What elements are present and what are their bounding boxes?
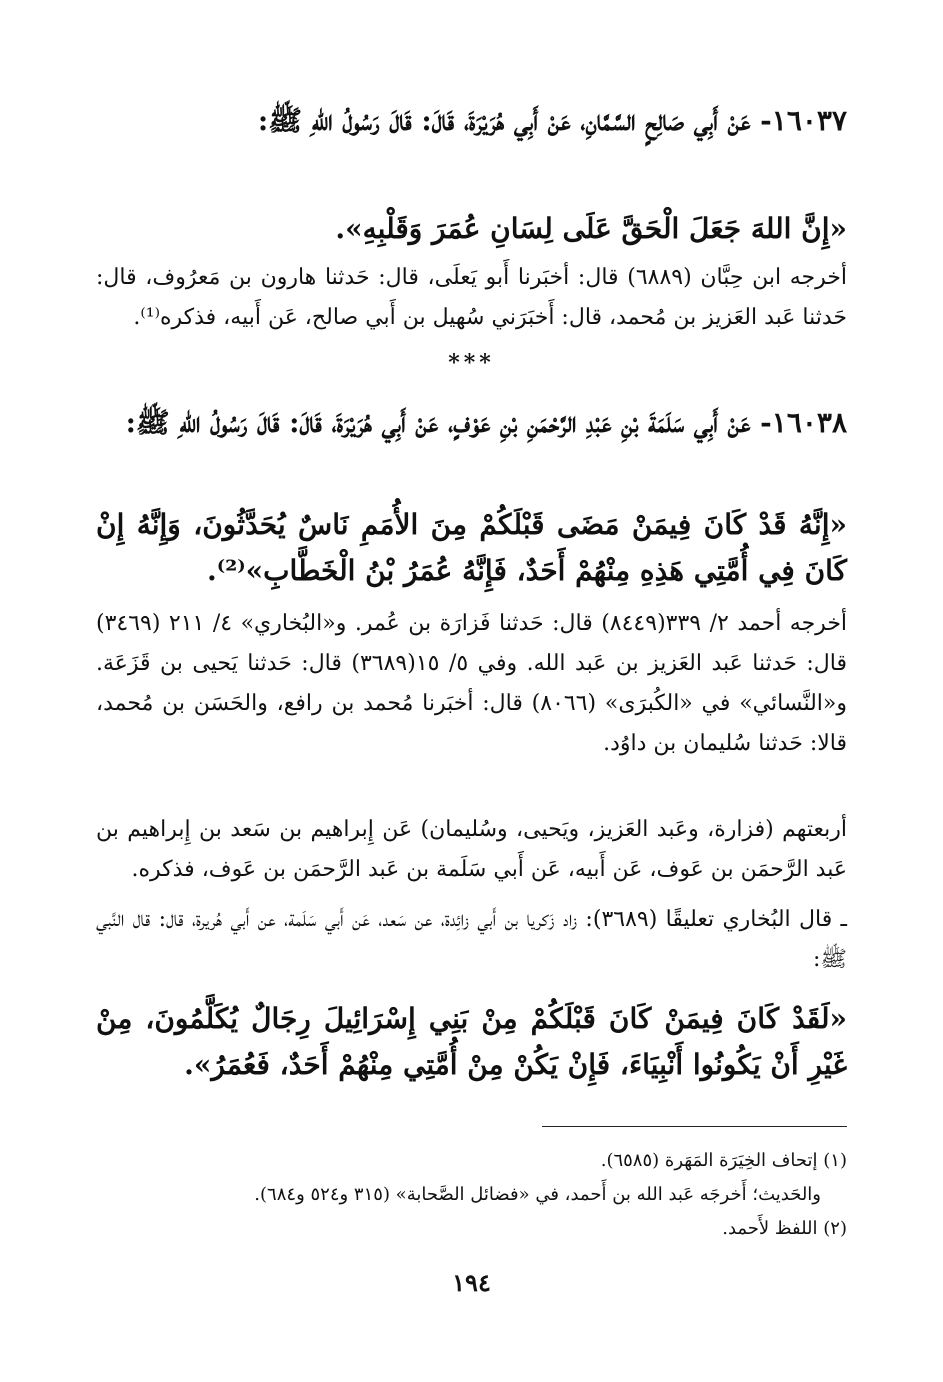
section-separator: *** bbox=[448, 350, 495, 376]
hadith-16037-text: «إِنَّ اللهَ جَعَلَ الْحَقَّ عَلَى لِسَانِ عُمَرَ وَقَلْبِهِ». bbox=[335, 212, 847, 245]
hadith-16038-takhrij-sources: أخرجه أحمد ٢/ ٣٣٩(٨٤٤٩) قال: حَدثنا فَزارَة بن عُمر. و«البُخاري» ٤/ ٢١١ (٣٤٦٩) قال: حَدثنا عَبد العَزيز بن عَبد الله. وفي ٥/ ١٥(٣٦٨٩) قال: حَدثنا يَحيى بن قَزَعَة. و«النَّسائي» في «الكُبرَى» (٨٠٦٦) قال: أخبَرنا مُحمد بن رافع، والحَسَن بن مُحمد، قالا: حَدثنا سُليمان بن داوُد. bbox=[96, 611, 848, 756]
footnote-1-continuation: والحَديث؛ أَخرجَه عَبد الله بن أَحمد، في «فضائل الصَّحابة» (٣١٥ و٥٢٤ و٦٨٤). bbox=[254, 1184, 821, 1205]
footnote-rule bbox=[542, 1126, 847, 1127]
hadith-16038-bukhari-note: ـ قال البُخاري تعليقًا (٣٦٨٩): زاد زَكريا بن أَبي زائِدة، عن سَعد، عَن أَبي سَلَمة، عن أَبي هُريرة، قال: قال النَّبي ﷺ: bbox=[96, 907, 848, 972]
hadith-16038-takhrij-chain: أربعتهم (فزارة، وعَبد العَزيز، ويَحيى، وسُليمان) عَن إِبراهيم بن سَعد بن إِبراهيم بن عَبد الرَّحمَن بن عَوف، عَن أَبيه، عَن أَبي سَلَمة بن عَبد الرَّحمَن بن عَوف، فذكره. bbox=[96, 817, 847, 882]
footnote-2: (٢) اللفظ لأَحمد. bbox=[722, 1218, 847, 1239]
hadith-16037-heading: ١٦٠٣٧- عَنْ أَبِي صَالِحٍ السَّمَّانِ، عَنْ أَبِي هُرَيْرَةَ، قَالَ: قَالَ رَسُولُ اللهِ ﷺ: bbox=[257, 104, 847, 137]
hadith-16038-text: «إِنَّهُ قَدْ كَانَ فِيمَنْ مَضَى قَبْلَكُمْ مِنَ الأُمَمِ نَاسٌ يُحَدَّثُونَ، وَإِنَّهُ إِنْ كَانَ فِي أُمَّتِي هَذِهِ مِنْهُمْ أَحَدٌ، فَإِنَّهُ عُمَرُ بْنُ الْخَطَّابِ»⁽²⁾. bbox=[96, 508, 847, 587]
hadith-16038-heading: ١٦٠٣٨- عَنْ أَبِي سَلَمَةَ بْنِ عَبْدِ الرَّحْمَنِ بْنِ عَوْفٍ، عَنْ أَبِي هُرَيْرَةَ، قَالَ: قَالَ رَسُولُ اللهِ ﷺ: bbox=[125, 406, 847, 439]
page-number: ١٩٤ bbox=[452, 1268, 491, 1297]
hadith-16038-second-text: «لَقَدْ كَانَ فِيمَنْ كَانَ قَبْلَكُمْ مِنْ بَنِي إِسْرَائِيلَ رِجَالٌ يُكَلَّمُونَ، مِنْ غَيْرِ أَنْ يَكُونُوا أَنْبِيَاءَ، فَإِنْ يَكُنْ مِنْ أُمَّتِي مِنْهُمْ أَحَدٌ، فَعُمَرُ». bbox=[96, 1002, 847, 1081]
hadith-16037-takhrij: أخرجه ابن حِبَّان (٦٨٨٩) قال: أخبَرنا أَبو يَعلَى، قال: حَدثنا هارون بن مَعرُوف، قال: حَدثنا عَبد العَزيز بن مُحمد، قال: أَخبَرَني سُهيل بن أَبي صالح، عَن أَبيه، فذكره⁽¹⁾. bbox=[96, 265, 848, 330]
footnote-1: (١) إتحاف الخِيَرَة المَهَرة (٦٥٨٥). bbox=[600, 1150, 847, 1171]
